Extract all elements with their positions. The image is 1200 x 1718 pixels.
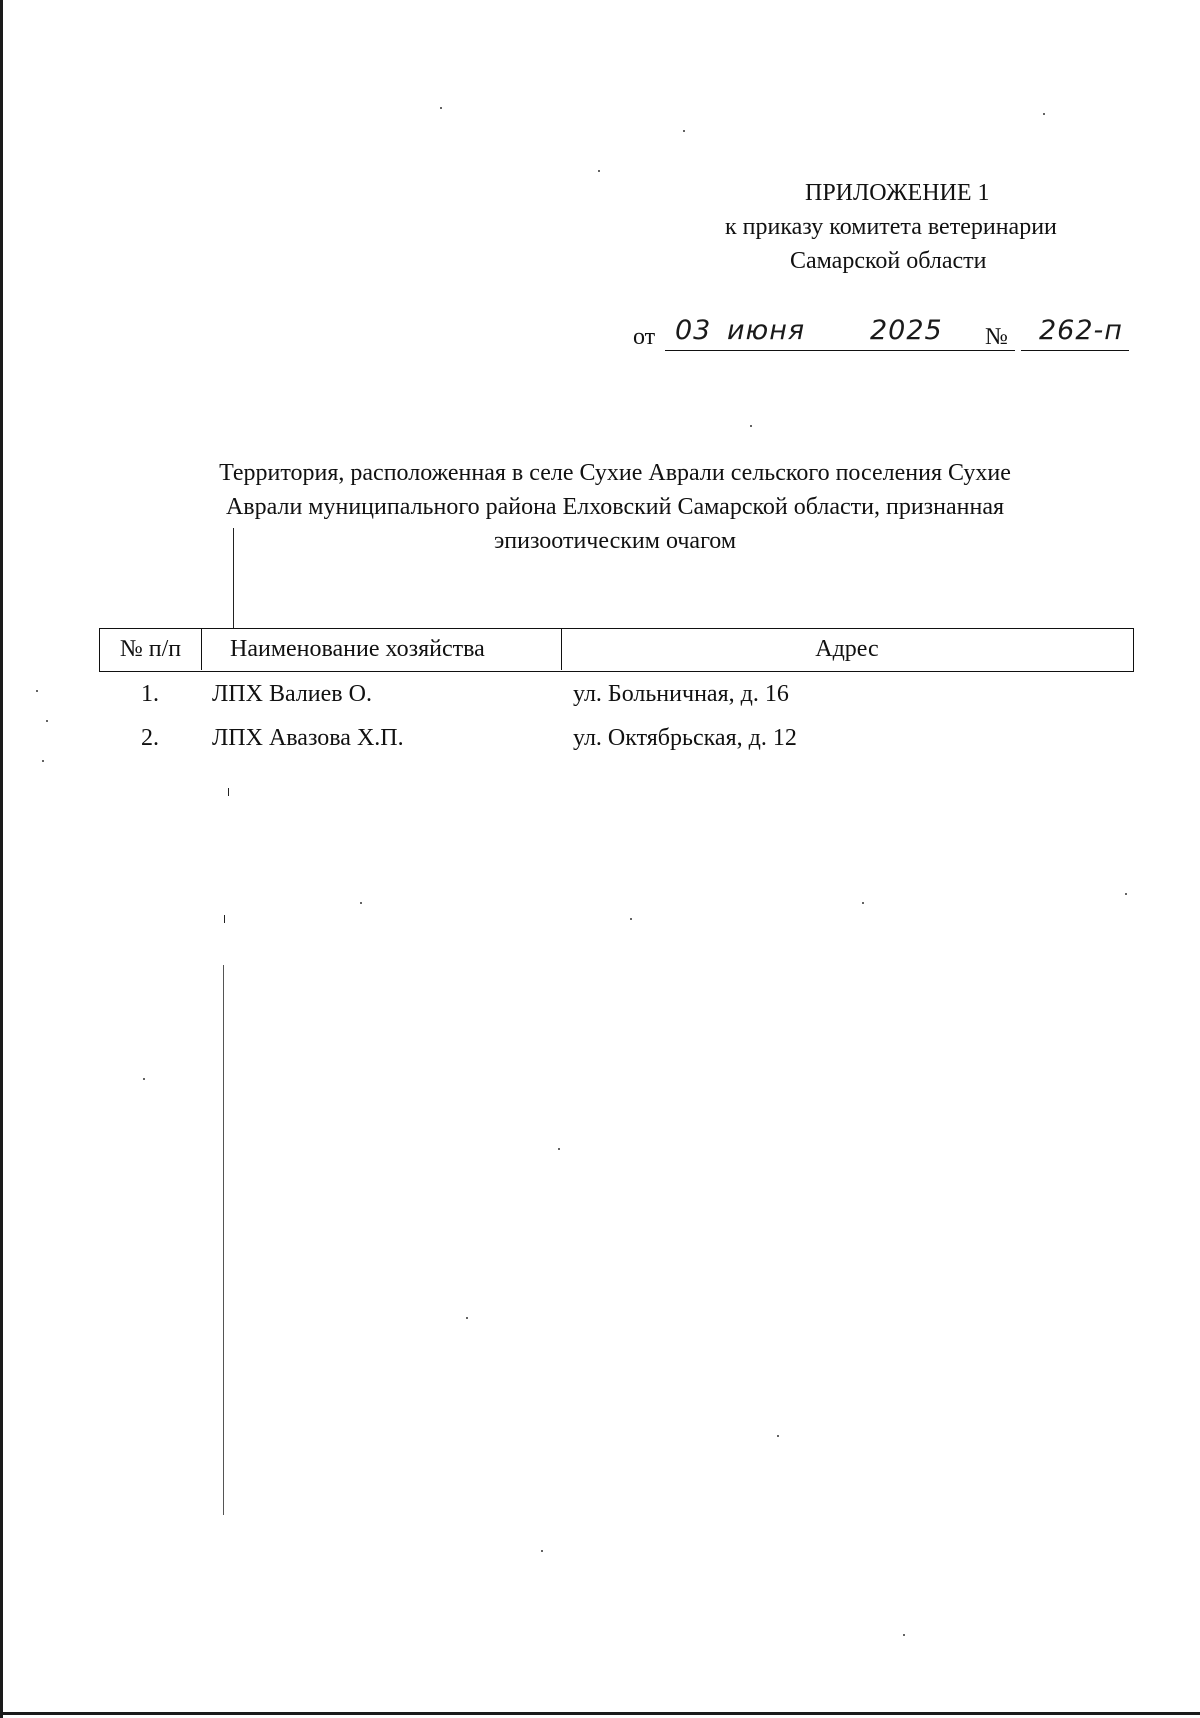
order-date-year: 2025 bbox=[870, 315, 943, 346]
scan-speck bbox=[598, 170, 600, 172]
column-header-address: Адрес bbox=[815, 636, 879, 662]
scan-speck bbox=[36, 690, 38, 692]
cell-num: 1. bbox=[141, 681, 159, 707]
order-date-field bbox=[665, 312, 1015, 351]
table-row bbox=[99, 716, 1134, 760]
scan-speck bbox=[360, 902, 362, 904]
scan-edge-bottom bbox=[0, 1712, 1200, 1715]
cell-name: ЛПХ Авазова Х.П. bbox=[212, 725, 404, 751]
scan-artifact-line bbox=[228, 788, 229, 796]
scan-edge-left bbox=[0, 0, 3, 1718]
document-title-line: Территория, расположенная в селе Сухие Аврали сельского поселения Сухие bbox=[219, 460, 1011, 486]
document-title-line: эпизоотическим очагом bbox=[493, 528, 737, 554]
order-date-month: июня bbox=[727, 315, 806, 346]
appendix-title: ПРИЛОЖЕНИЕ 1 bbox=[805, 180, 990, 206]
cell-name: ЛПХ Валиев О. bbox=[212, 681, 372, 707]
scan-speck bbox=[1125, 893, 1127, 895]
scan-speck bbox=[903, 1634, 905, 1636]
scan-artifact-line bbox=[223, 965, 224, 1515]
scan-speck bbox=[1043, 113, 1045, 115]
scan-speck bbox=[683, 130, 685, 132]
scan-speck bbox=[143, 1078, 145, 1080]
scan-speck bbox=[777, 1435, 779, 1437]
cell-address: ул. Больничная, д. 16 bbox=[573, 681, 789, 707]
scan-speck bbox=[630, 918, 632, 920]
scan-speck bbox=[558, 1148, 560, 1150]
column-header-name: Наименование хозяйства bbox=[202, 629, 562, 670]
scan-speck bbox=[862, 902, 864, 904]
order-number-field bbox=[1021, 312, 1129, 351]
scan-speck bbox=[440, 107, 442, 109]
scan-speck bbox=[466, 1317, 468, 1319]
farms-table bbox=[99, 628, 1134, 760]
scan-speck bbox=[46, 720, 48, 722]
appendix-order-ref: к приказу комитета ветеринарии bbox=[725, 214, 1057, 240]
table-header-row bbox=[99, 628, 1134, 672]
appendix-region: Самарской области bbox=[790, 248, 987, 274]
document-title bbox=[120, 456, 1110, 558]
order-date-day: 03 bbox=[675, 315, 712, 346]
cell-num: 2. bbox=[141, 725, 159, 751]
scan-speck bbox=[541, 1550, 543, 1552]
document-title-line: Аврали муниципального района Елховский Самарской области, признанная bbox=[225, 494, 1005, 520]
table-row bbox=[99, 672, 1134, 716]
order-from-label: от bbox=[633, 324, 656, 350]
order-number-label: № bbox=[985, 324, 1008, 350]
column-header-num: № п/п bbox=[100, 629, 202, 670]
scan-artifact-line bbox=[224, 915, 225, 923]
scan-speck bbox=[42, 760, 44, 762]
scan-speck bbox=[750, 425, 752, 427]
order-number-value: 262-п bbox=[1039, 315, 1123, 346]
cell-address: ул. Октябрьская, д. 12 bbox=[573, 725, 797, 751]
